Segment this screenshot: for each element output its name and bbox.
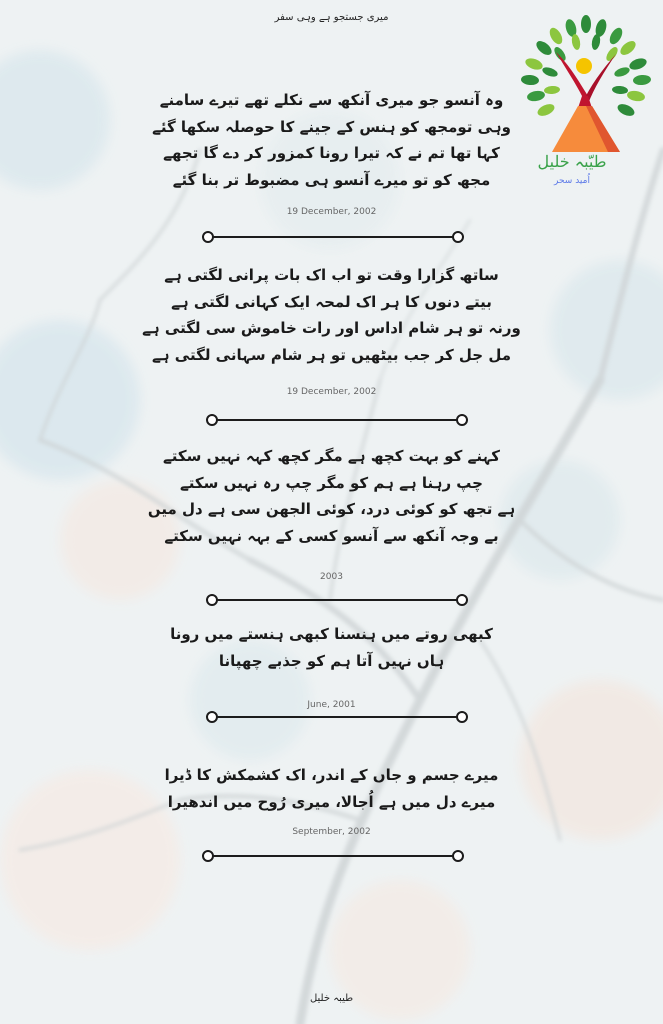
poem-date: June, 2001: [307, 700, 356, 710]
poem-section: [0, 87, 663, 193]
poem-line: کبھی روتے میں ہنسنا کبھی ہنستے میں رونا: [170, 625, 493, 643]
poem-line: کہا تھا تم نے کہ تیرا رونا کمزور کر دے گا تجھے: [163, 144, 500, 162]
poem-date: 2003: [320, 572, 343, 582]
poem-line: ہاں نہیں آتا ہم کو جذبے چھپانا: [218, 651, 445, 670]
poem-line: ہے تجھ کو کوئی درد، کوئی الجھن سی ہے دل میں: [147, 500, 516, 518]
divider: [206, 414, 468, 426]
poem-text: [0, 762, 663, 815]
divider: [202, 850, 464, 862]
poem-line: مل جل کر جب بیٹھیں تو ہر شام سہانی لگتی ہے: [152, 345, 511, 364]
logo-name: طیّبہ خلیل: [537, 152, 607, 171]
poem-section: [0, 621, 663, 674]
poem-section: [0, 443, 663, 549]
poem-line: ورنہ تو ہر شام اداس اور رات خاموش سی لگتی ہے: [142, 319, 521, 337]
poem-line: میرے دل میں ہے اُجالا، میری رُوح میں اندھیرا: [167, 792, 496, 811]
logo-subtitle: اُمید سحر: [554, 176, 590, 186]
divider: [206, 594, 468, 606]
poem-line: ساتھ گزارا وقت تو اب اک بات پرانی لگتی ہے: [164, 266, 499, 284]
poem-line: چپ رہنا ہے ہم کو مگر چپ رہ نہیں سکتے: [179, 473, 483, 492]
poem-section: [0, 762, 663, 815]
poem-date: 19 December, 2002: [286, 207, 377, 217]
poem-line: میرے جسم و جاں کے اندر، اک کشمکش کا ڈیرا: [164, 766, 499, 784]
poem-text: [0, 262, 663, 368]
poem-line: مجھ کو تو میرے آنسو ہی مضبوط تر بنا گئے: [172, 170, 491, 189]
poem-line: بے وجہ آنکھ سے آنسو کسی کے بہہ نہیں سکتے: [164, 526, 499, 545]
poem-date: 19 December, 2002: [286, 387, 377, 397]
poem-text: [0, 621, 663, 674]
poem-line: وہ آنسو جو میری آنکھ سے نکلے تھے تیرے سامنے: [159, 91, 504, 109]
footer-author: طیبہ خلیل: [309, 993, 354, 1004]
poem-line: وہی تومجھ کو ہنس کے جینے کا حوصلہ سکھا گئے: [152, 117, 511, 136]
divider: [206, 711, 468, 723]
poem-date: September, 2002: [292, 827, 371, 837]
page-header-title: میری جستجو ہے وہی سفر: [274, 12, 389, 23]
poem-line: بیتے دنوں کا ہر اک لمحہ ایک کہانی لگتی ہے: [171, 292, 492, 311]
poem-text: [0, 443, 663, 549]
poem-line: کہنے کو بہت کچھ ہے مگر کچھ کہہ نہیں سکتے: [163, 447, 500, 465]
poem-section: [0, 262, 663, 368]
poem-text: [0, 87, 663, 193]
divider: [202, 231, 464, 243]
